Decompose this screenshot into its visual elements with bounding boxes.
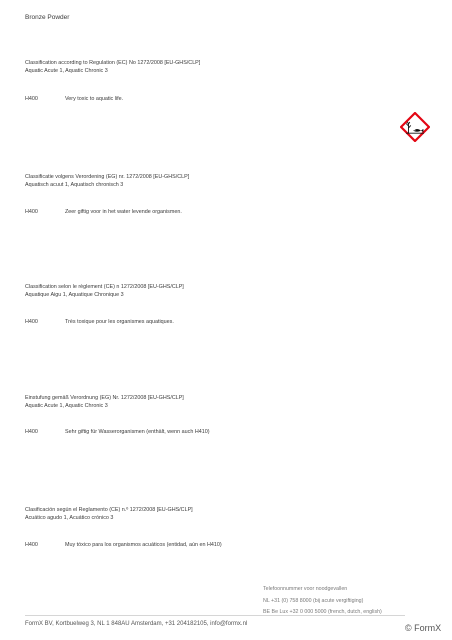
section-1-classification: Aquatic Acute 1, Aquatic Chronic 3 [25,68,108,74]
emergency-label: Telefoonnummer voor noodgevallen [263,586,348,592]
section-5-classification: Acuático agudo 1, Acuático crónico 3 [25,515,114,521]
section-2-classification: Aquatisch acuut 1, Aquatisch chronisch 3 [25,182,124,188]
section-5-hazard-text: Muy tóxico para los organismos acuáticos (entidad, aún en H410) [65,542,222,548]
footer-address: FormX BV, Kortbuelweg 3, NL 1 848AU Amsterdam, +31 204182105, info@formx.nl [25,621,248,627]
copyright: © FormX [405,623,442,633]
section-1-hazard-code: H400 [25,96,38,102]
section-1-title: Classification according to Regulation (EC) No 1272/2008 [EU-GHS/CLP] [25,60,201,66]
section-2-hazard-code: H400 [25,209,38,215]
section-1-hazard-text: Very toxic to aquatic life. [65,96,124,102]
section-4-hazard-text: Sehr giftig für Wasserorganismen (enthält, wenn auch H410) [65,429,210,435]
emergency-number-be: BE Be Lux +32 0 000 5000 (french, dutch, english) [263,609,382,615]
section-2-title: Classificatie volgens Verordening (EG) nr. 1272/2008 [EU-GHS/CLP] [25,174,190,180]
document-title: Bronze Powder [25,14,70,21]
section-3-title: Classification selon le règlement (CE) n 1272/2008 [EU-GHS/CLP] [25,284,184,290]
footer-divider [25,615,405,616]
section-4-title: Einstufung gemäß Verordnung (EG) Nr. 1272/2008 [EU-GHS/CLP] [25,395,184,401]
section-3-hazard-text: Très toxique pour les organismes aquatiques. [65,319,174,325]
section-3-hazard-code: H400 [25,319,38,325]
section-5-title: Clasificación según el Reglamento (CE) n.º 1272/2008 [EU-GHS/CLP] [25,507,193,513]
emergency-number-nl: NL +31 (0) 758 8000 (bij acute vergiftiging) [263,598,364,604]
environment-hazard-icon [400,112,430,142]
section-4-classification: Aquatic Acute 1, Aquatic Chronic 3 [25,403,108,409]
section-3-classification: Aquatique Aigu 1, Aquatique Chronique 3 [25,292,124,298]
section-4-hazard-code: H400 [25,429,38,435]
section-5-hazard-code: H400 [25,542,38,548]
section-2-hazard-text: Zeer giftig voor in het water levende organismen. [65,209,182,215]
